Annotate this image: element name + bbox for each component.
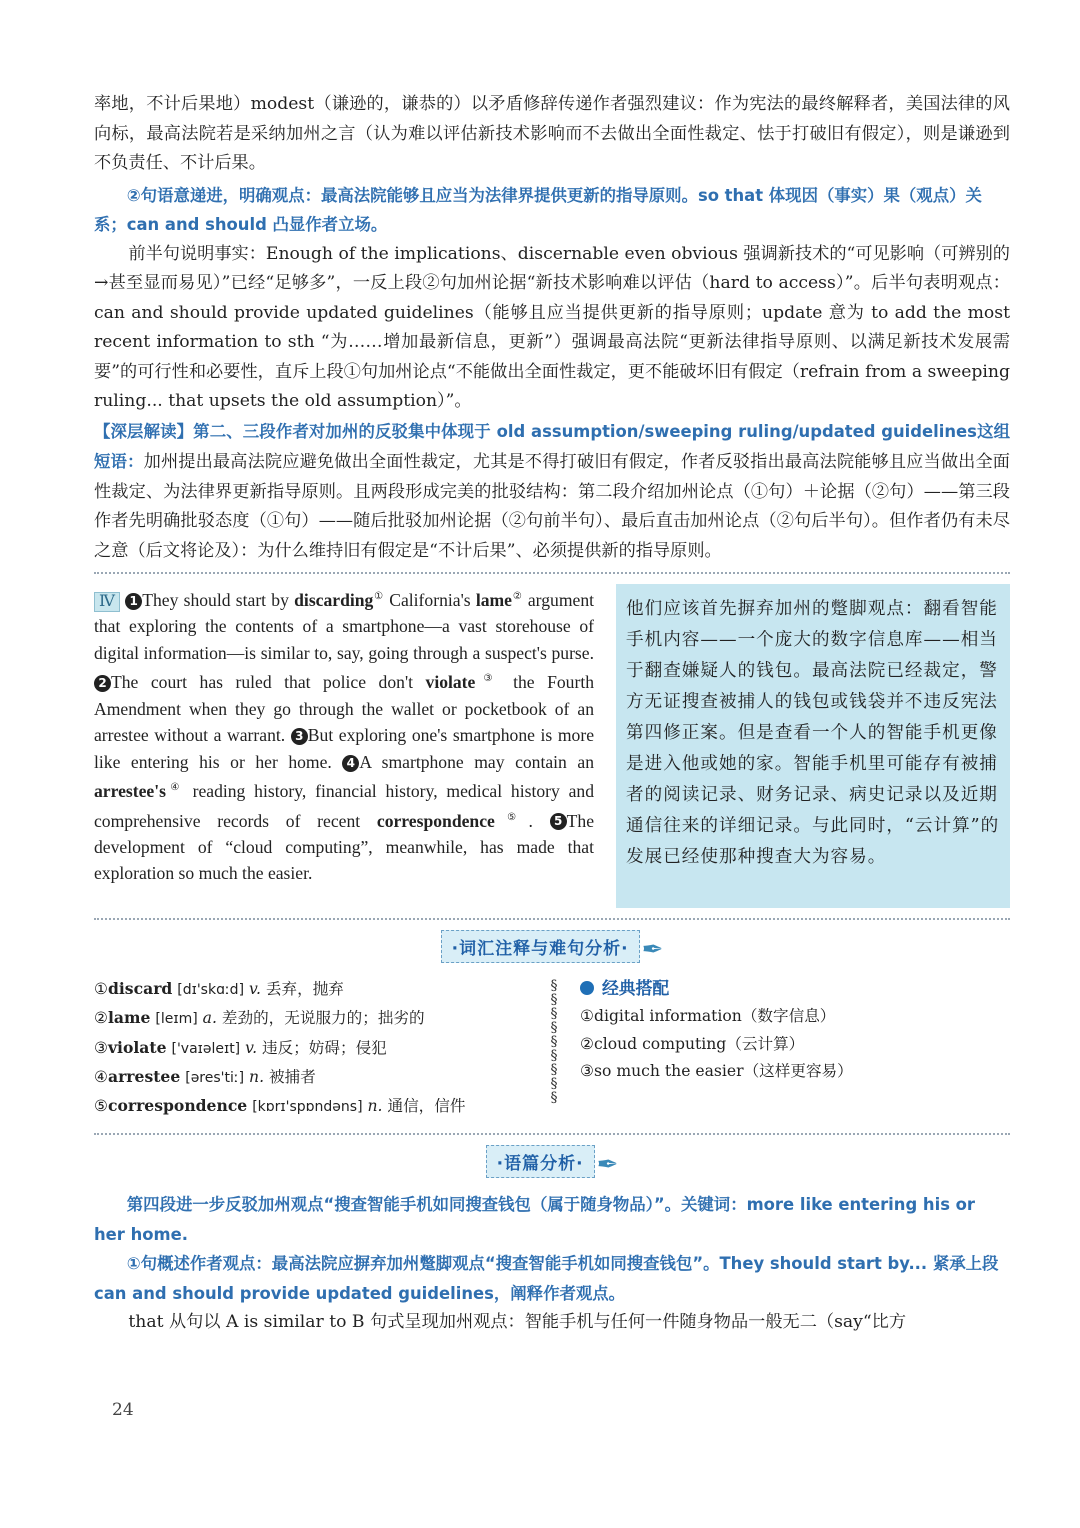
sentence-marker-3: 3 xyxy=(291,728,308,745)
page-number: 24 xyxy=(112,1400,134,1420)
divider xyxy=(94,572,1010,574)
discourse-body: that 从句以 A is similar to B 句式呈现加州观点：智能手机与任何一件随身物品一般无二（say“比方 xyxy=(128,1312,907,1333)
wavy-divider: § § § § § § § § § xyxy=(550,978,558,1106)
collocation-list xyxy=(574,975,1010,1121)
bullet-icon xyxy=(580,981,594,995)
quill-pen-icon: ✒ xyxy=(641,935,664,965)
discourse-heading xyxy=(94,1145,1010,1180)
sentence-marker-4: 4 xyxy=(342,755,359,772)
collocation-heading: 经典搭配 xyxy=(580,975,1010,1003)
vocab-item: ⑤correspondence [kɒrɪ'spɒndəns] n. 通信，信件 xyxy=(94,1096,466,1116)
english-passage: Ⅳ 1 They should start by discarding① California's lame② argument that exploring the contents of a smartphone—a vast storehouse of digital information—is similar to, say, going through a suspect's purse. 2 The court has ruled that police don't violate③ the Fourth Amendment when they go through the wallet or pocketbook of an arrestee without a warrant. 3 But exploring one's smartphone is more like entering his or her home. 4 A smartphone may contain an arrestee's④ reading history, financial history, medical history and comprehensive records of recent correspondence⑤. 5 The development of “cloud computing”, meanwhile, has made that exploration so much the easier. xyxy=(94,589,595,884)
deep-reading xyxy=(94,417,1010,567)
sentence-4b: reading history, financial history, medical history and comprehensive records of recent xyxy=(94,781,595,831)
sentence-2b: the Fourth Amendment when they go through the wallet or pocketbook of an arrestee without a warrant. xyxy=(94,672,595,746)
vocab-list xyxy=(94,975,534,1121)
sentence-4a: A smartphone may contain an xyxy=(359,751,594,772)
sentence-5: The development of “cloud computing”, meanwhile, has made that exploration so much the easier. xyxy=(94,810,595,884)
analysis-point-2: ②句语意递进，明确观点：最高法院能够且应当为法律界提供更新的指导原则。so that 体现因（事实）果（观点）关系；can and should 凸显作者立场。 xyxy=(94,185,982,234)
vocab-item: ④arrestee [əres'tiː] n. 被捕者 xyxy=(94,1066,316,1086)
keyword-arrestee: arrestee's xyxy=(94,781,166,802)
vocab-item: ②lame [leɪm] a. 差劲的，无说服力的；拙劣的 xyxy=(94,1008,425,1028)
collocation-item: ③so much the easier（这样更容易） xyxy=(580,1061,853,1080)
sentence-1c: argument that exploring the contents of a smartphone—a vast storehouse of digital information—is similar to, say, going through a suspect's purse. xyxy=(94,589,595,663)
discourse-summary: 第四段进一步反驳加州观点“搜查智能手机如同搜查钱包（属于随身物品）”。关键词：more like entering his or her home. xyxy=(94,1195,975,1244)
sentence-4c: . xyxy=(528,810,550,831)
section-iv xyxy=(94,584,1010,908)
keyword-discarding: discarding xyxy=(294,589,374,610)
vocab-section xyxy=(94,975,1010,1121)
sentence-marker-2: 2 xyxy=(94,675,111,692)
deep-reading-body: 加州提出最高法院应避免做出全面性裁定，尤其是不得打破旧有假定，作者反驳指出最高法院能够且应当做出全面性裁定、为法律界更新指导原则。且两段形成完美的批驳结构：第二段介绍加州论点（①句）＋论据（②句）——第三段作者先明确批驳态度（①句）——随后批驳加州论据（②句前半句）、最后直击加州论点（②句后半句）。但作者仍有未尽之意（后文将论及）：为什么维持旧有假定是“不计后果”、必须提供新的指导原则。 xyxy=(94,452,1010,561)
section-number-badge: Ⅳ xyxy=(94,592,120,612)
sentence-2a: The court has ruled that police don't xyxy=(111,672,426,693)
discourse-point-1: ①句概述作者观点：最高法院应摒弃加州蹩脚观点“搜查智能手机如同搜查钱包”。They should start by... 紧承上段 can and should provide updated guidelines，阐释作者观点。 xyxy=(94,1254,999,1303)
vocab-heading xyxy=(94,930,1010,965)
sentence-3: But exploring one's smartphone is more like entering his or her home. xyxy=(94,725,594,772)
sentence-1b: California's xyxy=(384,589,476,610)
keyword-lame: lame xyxy=(475,589,512,610)
paragraph-explanation: 前半句说明事实：Enough of the implications、discernable even obvious 强调新技术的“可见影响（可辨别的→甚至显而易见）”已经“足够多”，一反上段②句加州论据“新技术影响难以评估（hard to access）”。后半句表明观点：can and should provide updated guidelines（能够且应当提供更新的指导原则；update 意为 to add the most recent information to sth “为……增加最新信息，更新”）强调最高法院“更新法律指导原则、以满足新技术发展需要”的可行性和必要性，直斥上段①句加州论点“不能做出全面性裁定，更不能破坏旧有假定（refrain from a sweeping ruling... that upsets the old assumption）”。 xyxy=(94,243,1010,411)
sentence-marker-1: 1 xyxy=(125,593,142,610)
translation-box: 他们应该首先摒弃加州的蹩脚观点：翻看智能手机内容——一个庞大的数字信息库——相当于翻查嫌疑人的钱包。最高法院已经裁定，警方无证搜查被捕人的钱包或钱袋并不违反宪法第四修正案。但是查看一个人的智能手机更像是进入他或她的家。智能手机里可能存有被捕者的阅读记录、财务记录、病史记录以及近期通信往来的详细记录。与此同时，“云计算”的发展已经使那种搜查大为容易。 xyxy=(616,584,1010,908)
vocab-item: ①discard [dɪ'skɑːd] v. 丢弃，抛弃 xyxy=(94,979,344,998)
paragraph-continued: 率地，不计后果地）modest（谦逊的，谦恭的）以矛盾修辞传递作者强烈建议：作为宪法的最终解释者，美国法律的风向标，最高法院若是采纳加州之言（认为难以评估新技术影响而不去做出全面性裁定、怯于打破旧有假定），则是谦逊到不负责任、不计后果。 xyxy=(94,94,1010,173)
deep-reading-head: 【深层解读】第二、三段作者对加州的反驳集中体现于 old assumption/sweeping ruling/updated guidelines这组短语： xyxy=(94,421,1010,471)
keyword-violate: violate xyxy=(425,672,476,693)
page-content xyxy=(94,90,1010,1338)
vocab-heading-label: ·词汇注释与难句分析· xyxy=(441,930,640,963)
divider xyxy=(94,1133,1010,1135)
discourse-heading-label: ·语篇分析· xyxy=(486,1145,595,1178)
sentence-1a: They should start by xyxy=(142,589,295,610)
collocation-item: ①digital information（数字信息） xyxy=(580,1007,836,1026)
collocation-item: ②cloud computing（云计算） xyxy=(580,1034,805,1053)
keyword-correspondence: correspondence xyxy=(376,810,495,831)
sentence-marker-5: 5 xyxy=(550,813,567,830)
quill-pen-icon: ✒ xyxy=(596,1150,619,1181)
vocab-item: ③violate ['vaɪəleɪt] v. 违反；妨碍；侵犯 xyxy=(94,1037,387,1057)
divider xyxy=(94,918,1010,920)
